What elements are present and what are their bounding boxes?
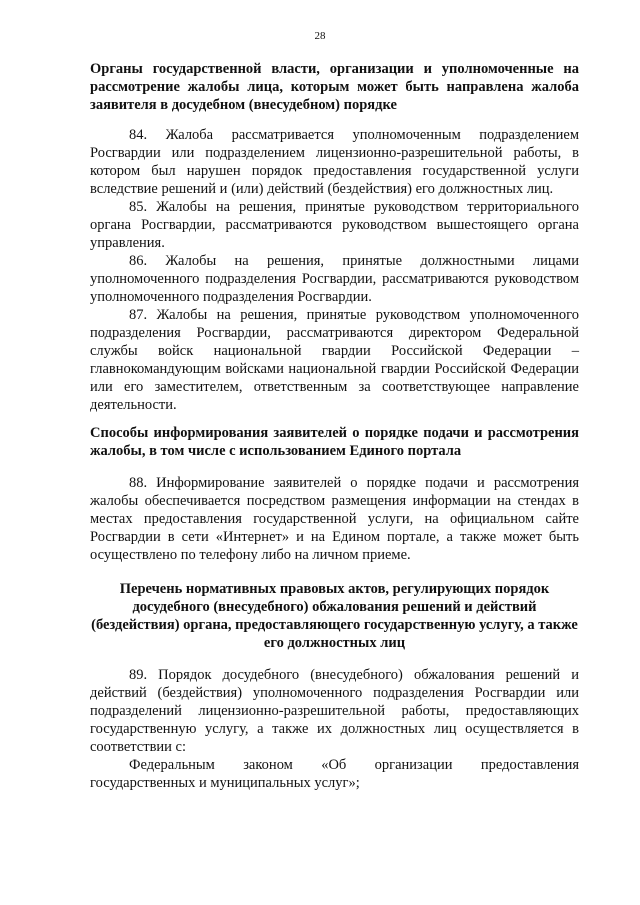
section-heading-complaint-bodies: Органы государственной власти, организации и уполномоченные на рассмотрение жалобы лица, которым может быть направлена жалоба заявителя в досудебном (внесудебном) порядке — [90, 61, 579, 113]
page-number: 28 — [314, 30, 326, 42]
paragraph-84: 84. Жалоба рассматривается уполномоченным подразделением Росгвардии или подразделением лицензионно-разрешительной работы, в котором был нарушен порядок предоставления государственной услуги вследствие решений и (или) действий (бездействия) его должностных лиц. — [90, 127, 579, 197]
section-heading-legal-acts: Перечень нормативных правовых актов, регулирующих порядок досудебного (внесудебного) обжалования решений и действий (бездействия) органа, предоставляющего государственную услугу, а также его должностных лиц — [91, 581, 578, 651]
paragraph-federal-law: Федеральным законом «Об организации предоставления государственных и муниципальных услуг»; — [90, 757, 579, 791]
section-body-legal-acts — [90, 666, 579, 792]
paragraph-89: 89. Порядок досудебного (внесудебного) обжалования решений и действий (бездействия) уполномоченного подразделения Росгвардии или подразделений лицензионно-разрешительной работы, предоставляющих государственную услугу, а также их должностных лиц осуществляется в соответствии с: — [90, 667, 579, 755]
section-heading-informing: Способы информирования заявителей о порядке подачи и рассмотрения жалобы, в том числе с использованием Единого портала — [90, 425, 579, 459]
section-body-complaint-bodies — [90, 126, 579, 414]
paragraph-85: 85. Жалобы на решения, принятые руководством территориального органа Росгвардии, рассматриваются руководством вышестоящего органа управления. — [90, 199, 579, 251]
paragraph-87: 87. Жалобы на решения, принятые руководством уполномоченного подразделения Росгвардии, рассматриваются директором Федеральной службы войск национальной гвардии Российской Федерации – главнокомандующим войсками национальной гвардии Российской Федерации или его заместителем, ответственным за соответствующее направление деятельности. — [90, 307, 579, 413]
section-body-informing — [90, 474, 579, 564]
paragraph-86: 86. Жалобы на решения, принятые должностными лицами уполномоченного подразделения Росгвардии, рассматриваются руководством уполномоченного подразделения Росгвардии. — [90, 253, 579, 305]
paragraph-88: 88. Информирование заявителей о порядке подачи и рассмотрения жалобы обеспечивается посредством размещения информации на стендах в местах предоставления государственной услуги, на официальном сайте Росгвардии в сети «Интернет» и на Едином портале, а также может быть осуществлено по телефону либо на личном приеме. — [90, 475, 579, 563]
